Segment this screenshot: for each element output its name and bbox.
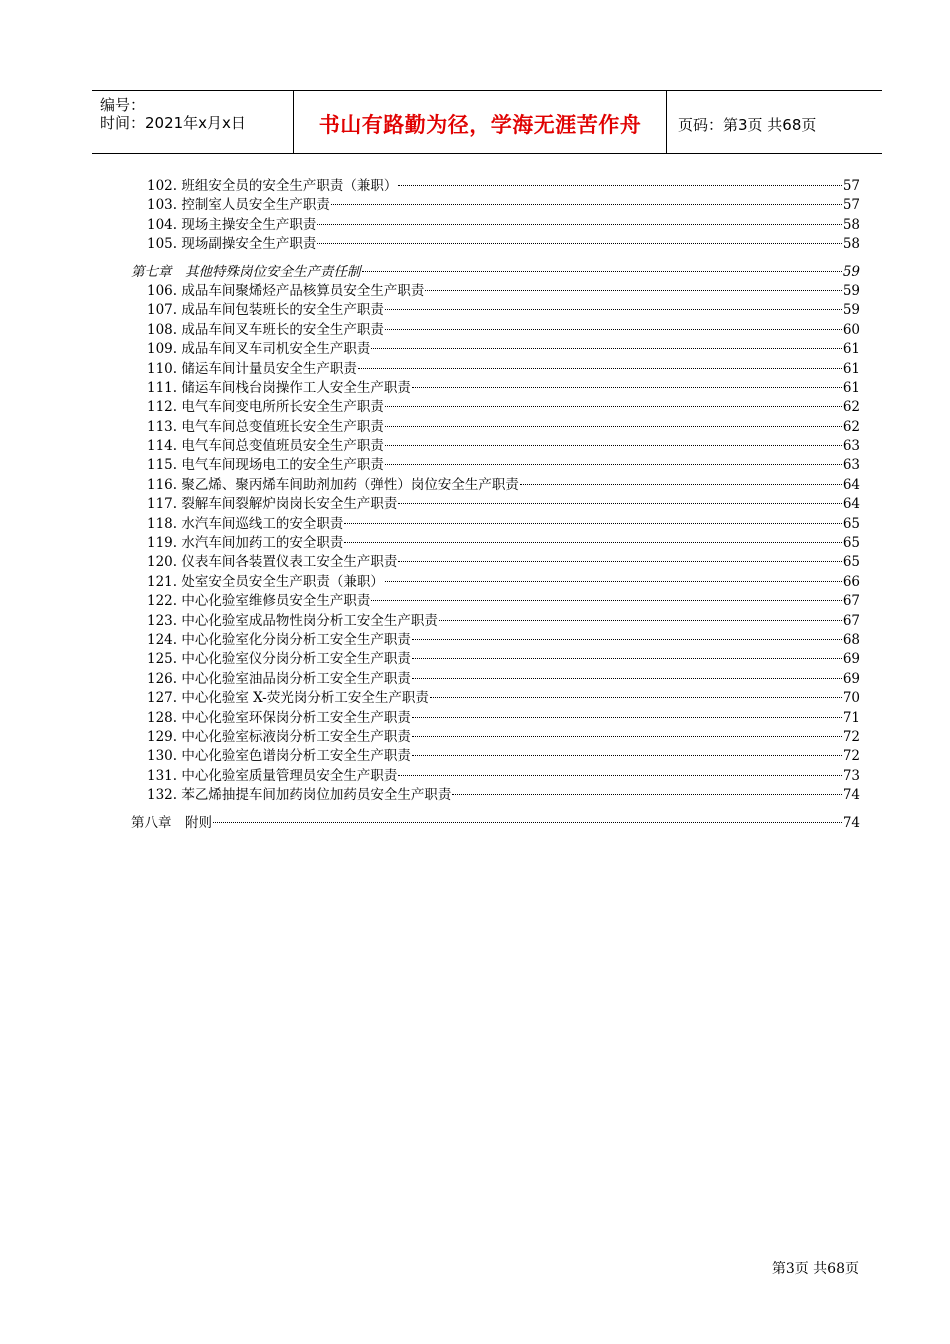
- toc-entry-title: 130. 中心化验室色谱岗分析工安全生产职责: [147, 748, 411, 765]
- toc-entry[interactable]: [131, 434, 860, 453]
- toc-entry-page: 72: [842, 728, 860, 745]
- toc-entry-title: 第七章 其他特殊岗位安全生产责任制: [131, 263, 361, 280]
- toc-entry-page: 67: [842, 612, 860, 629]
- toc-entry-page: 71: [842, 709, 860, 726]
- toc-entry-page: 61: [842, 360, 860, 377]
- toc-dot-leader: [385, 445, 842, 446]
- toc-entry-title: 120. 仪表车间各装置仪表工安全生产职责: [147, 554, 398, 571]
- toc-entry-page: 61: [842, 379, 860, 396]
- toc-dot-leader: [385, 426, 842, 427]
- toc-entry-page: 64: [842, 476, 860, 493]
- toc-entry-title: 131. 中心化验室质量管理员安全生产职责: [147, 767, 398, 784]
- toc-entry-page: 60: [842, 321, 860, 338]
- toc-entry-title: 124. 中心化验室化分岗分析工安全生产职责: [147, 631, 411, 648]
- toc-entry[interactable]: [131, 647, 860, 666]
- toc-entry-title: 119. 水汽车间加药工的安全职责: [147, 535, 344, 552]
- toc-dot-leader: [412, 387, 842, 388]
- toc-entry[interactable]: [131, 550, 860, 569]
- toc-entry[interactable]: [131, 570, 860, 589]
- toc-dot-leader: [398, 775, 841, 776]
- toc-entry-page: 57: [842, 178, 860, 194]
- header-motto: 书山有路勤为径，学海无涯苦作舟: [318, 113, 642, 137]
- toc-entry[interactable]: [131, 725, 860, 744]
- toc-entry-title: 110. 储运车间计量员安全生产职责: [147, 360, 357, 377]
- toc-entry-page: 63: [842, 457, 860, 474]
- toc-entry[interactable]: [131, 744, 860, 763]
- toc-entry-page: 63: [842, 438, 860, 455]
- toc-dot-leader: [452, 794, 841, 795]
- toc-dot-leader: [358, 368, 842, 369]
- toc-entry-page: 67: [842, 593, 860, 610]
- toc-dot-leader: [362, 271, 842, 272]
- page-header: [92, 90, 882, 154]
- toc-entry-title: 106. 成品车间聚烯烃产品核算员安全生产职责: [147, 282, 425, 299]
- toc-entry-page: 57: [842, 197, 860, 214]
- toc-entry-page: 72: [842, 748, 860, 765]
- toc-dot-leader: [213, 822, 842, 823]
- toc-dot-leader: [412, 717, 842, 718]
- toc-entry-title: 105. 现场副操安全生产职责: [147, 236, 317, 253]
- header-right-cell: [666, 91, 882, 153]
- toc-entry-title: 125. 中心化验室仪分岗分析工安全生产职责: [147, 651, 411, 668]
- toc-entry[interactable]: [131, 492, 860, 511]
- toc-entry[interactable]: [131, 395, 860, 414]
- toc-dot-leader: [412, 658, 842, 659]
- toc-chapter-entry[interactable]: [131, 811, 860, 830]
- toc-dot-leader: [344, 542, 841, 543]
- toc-entry-page: 58: [842, 216, 860, 233]
- toc-dot-leader: [412, 639, 842, 640]
- table-of-contents: [131, 174, 860, 830]
- toc-entry[interactable]: [131, 512, 860, 531]
- toc-entry[interactable]: [131, 232, 860, 251]
- toc-entry-page: 65: [842, 554, 860, 571]
- toc-entry-title: 116. 聚乙烯、聚丙烯车间助剂加药（弹性）岗位安全生产职责: [147, 476, 519, 493]
- toc-entry-page: 65: [842, 515, 860, 532]
- toc-entry[interactable]: [131, 415, 860, 434]
- toc-entry-page: 58: [842, 236, 860, 253]
- toc-entry-title: 112. 电气车间变电所所长安全生产职责: [147, 399, 384, 416]
- toc-entry-page: 74: [842, 814, 860, 831]
- toc-entry-page: 73: [842, 767, 860, 784]
- toc-entry-title: 117. 裂解车间裂解炉岗岗长安全生产职责: [147, 496, 398, 513]
- toc-dot-leader: [385, 329, 842, 330]
- toc-entry-title: 121. 处室安全员安全生产职责（兼职）: [147, 573, 384, 590]
- toc-entry-page: 62: [842, 418, 860, 435]
- toc-entry-page: 70: [842, 690, 860, 707]
- toc-entry-page: 59: [842, 302, 860, 319]
- toc-entry-title: 122. 中心化验室维修员安全生产职责: [147, 593, 371, 610]
- toc-dot-leader: [398, 185, 841, 186]
- toc-entry-title: 126. 中心化验室油品岗分析工安全生产职责: [147, 670, 411, 687]
- toc-entry[interactable]: [131, 667, 860, 686]
- header-left-cell: [92, 91, 293, 153]
- toc-entry-title: 109. 成品车间叉车司机安全生产职责: [147, 341, 371, 358]
- toc-entry-page: 66: [842, 573, 860, 590]
- toc-entry[interactable]: [131, 531, 860, 550]
- toc-entry-page: 69: [842, 651, 860, 668]
- toc-dot-leader: [385, 309, 842, 310]
- toc-entry-page: 65: [842, 535, 860, 552]
- toc-entry-page: 61: [842, 341, 860, 358]
- toc-dot-leader: [430, 697, 842, 698]
- toc-entry[interactable]: [131, 706, 860, 725]
- toc-dot-leader: [331, 204, 842, 205]
- footer-page-number: 第3页 共68页: [771, 1261, 859, 1277]
- toc-dot-leader: [425, 290, 841, 291]
- toc-entry[interactable]: [131, 783, 860, 802]
- toc-dot-leader: [412, 755, 842, 756]
- toc-entry-title: 127. 中心化验室 X-荧光岗分析工安全生产职责: [147, 690, 429, 707]
- toc-entry[interactable]: [131, 473, 860, 492]
- toc-entry-title: 104. 现场主操安全生产职责: [147, 216, 317, 233]
- toc-entry[interactable]: [131, 764, 860, 783]
- toc-entry-title: 107. 成品车间包装班长的安全生产职责: [147, 302, 384, 319]
- toc-entry[interactable]: [131, 213, 860, 232]
- toc-dot-leader: [344, 523, 841, 524]
- serial-number-label: 编号：: [100, 96, 146, 114]
- toc-dot-leader: [385, 406, 842, 407]
- toc-chapter-entry[interactable]: [131, 260, 860, 279]
- toc-entry-title: 132. 苯乙烯抽提车间加药岗位加药员安全生产职责: [147, 787, 452, 804]
- toc-dot-leader: [398, 561, 841, 562]
- toc-entry-page: 59: [842, 282, 860, 299]
- toc-dot-leader: [317, 224, 841, 225]
- toc-entry-title: 103. 控制室人员安全生产职责: [147, 197, 330, 214]
- toc-entry[interactable]: [131, 279, 860, 298]
- toc-dot-leader: [439, 620, 842, 621]
- toc-entry-page: 68: [842, 631, 860, 648]
- toc-entry-page: 64: [842, 496, 860, 513]
- toc-dot-leader: [371, 600, 841, 601]
- toc-dot-leader: [412, 678, 842, 679]
- toc-dot-leader: [371, 348, 841, 349]
- toc-entry[interactable]: [131, 174, 860, 193]
- toc-entry[interactable]: [131, 453, 860, 472]
- header-page-number: 页码：第3页 共68页: [678, 116, 817, 134]
- toc-entry-title: 108. 成品车间叉车班长的安全生产职责: [147, 321, 384, 338]
- toc-entry[interactable]: [131, 686, 860, 705]
- date-label: 时间：2021年x月x日: [100, 114, 246, 132]
- toc-entry-title: 113. 电气车间总变值班长安全生产职责: [147, 418, 384, 435]
- toc-entry[interactable]: [131, 318, 860, 337]
- toc-entry[interactable]: [131, 337, 860, 356]
- toc-entry[interactable]: [131, 589, 860, 608]
- toc-dot-leader: [317, 243, 841, 244]
- toc-entry-page: 74: [842, 787, 860, 804]
- toc-entry[interactable]: [131, 357, 860, 376]
- toc-entry-title: 111. 储运车间栈台岗操作工人安全生产职责: [147, 379, 411, 396]
- toc-entry-title: 114. 电气车间总变值班员安全生产职责: [147, 438, 384, 455]
- toc-dot-leader: [520, 484, 842, 485]
- toc-entry[interactable]: [131, 193, 860, 212]
- toc-entry-title: 102. 班组安全员的安全生产职责（兼职）: [147, 178, 398, 194]
- header-motto-cell: [293, 91, 667, 153]
- toc-entry[interactable]: [131, 376, 860, 395]
- toc-entry-title: 123. 中心化验室成品物性岗分析工安全生产职责: [147, 612, 438, 629]
- toc-dot-leader: [385, 581, 842, 582]
- toc-dot-leader: [385, 464, 842, 465]
- toc-entry[interactable]: [131, 628, 860, 647]
- toc-entry[interactable]: [131, 298, 860, 317]
- toc-entry-page: 59: [842, 263, 860, 280]
- toc-entry-title: 第八章 附则: [131, 814, 212, 831]
- toc-entry-title: 128. 中心化验室环保岗分析工安全生产职责: [147, 709, 411, 726]
- toc-entry-page: 69: [842, 670, 860, 687]
- toc-entry[interactable]: [131, 609, 860, 628]
- toc-entry-title: 118. 水汽车间巡线工的安全职责: [147, 515, 344, 532]
- toc-entry-title: 115. 电气车间现场电工的安全生产职责: [147, 457, 384, 474]
- toc-dot-leader: [398, 503, 841, 504]
- toc-entry-title: 129. 中心化验室标液岗分析工安全生产职责: [147, 728, 411, 745]
- toc-entry-page: 62: [842, 399, 860, 416]
- toc-dot-leader: [412, 736, 842, 737]
